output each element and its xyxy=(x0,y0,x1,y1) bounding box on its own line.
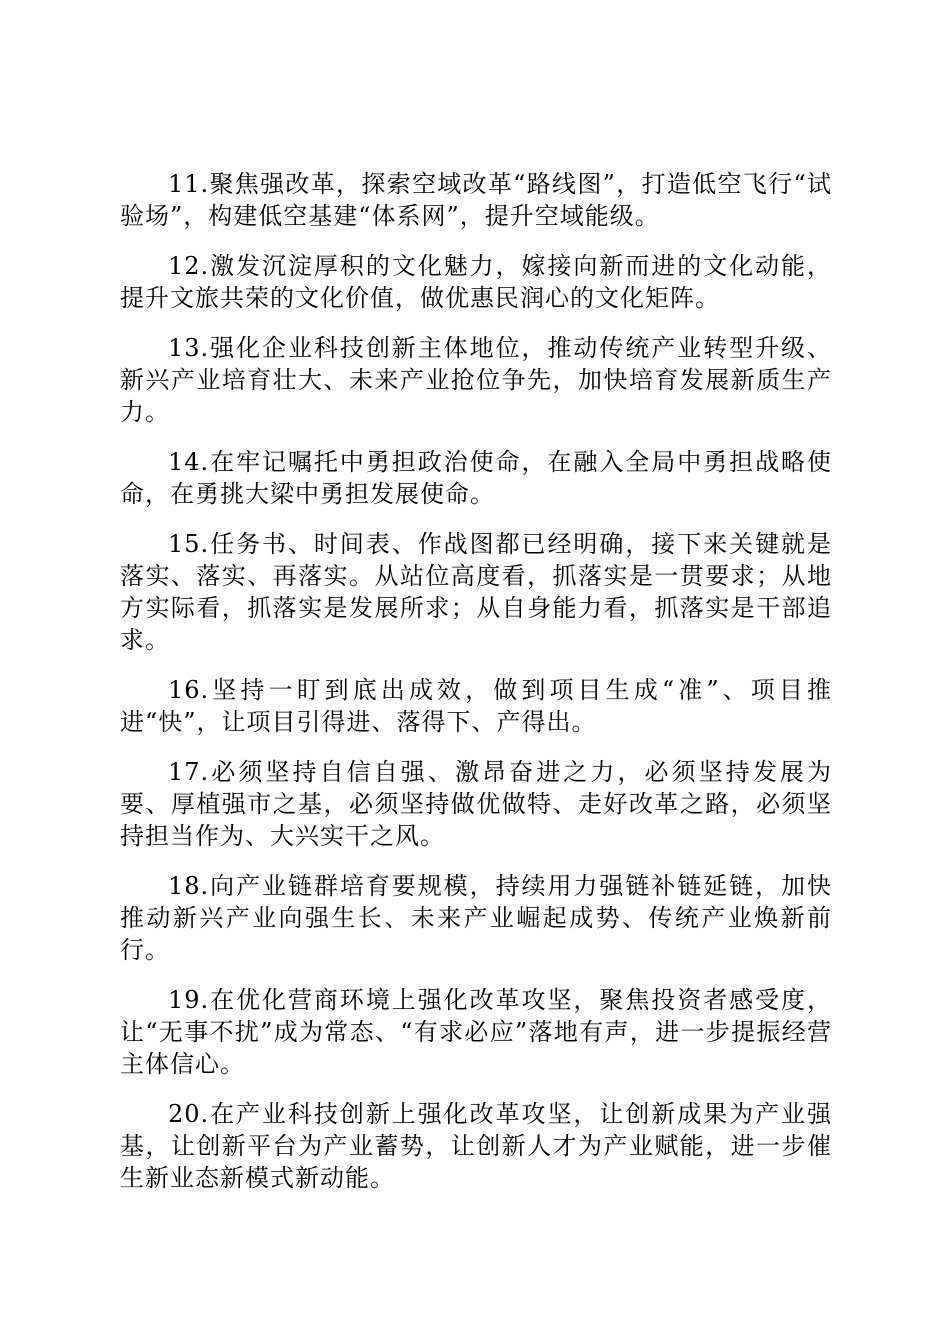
paragraph-11: 11.聚焦强改革，探索空域改革“路线图”，打造低空飞行“试验场”，构建低空基建“体系网”，提升空域能级。 xyxy=(120,170,832,230)
paragraph-16: 16.坚持一盯到底出成效，做到项目生成“准”、项目推进“快”，让项目引得进、落得下、产得出。 xyxy=(120,676,832,736)
paragraph-18: 18.向产业链群培育要规模，持续用力强链补链延链，加快推动新兴产业向强生长、未来产业崛起成势、传统产业焕新前行。 xyxy=(120,872,832,964)
document-body xyxy=(120,168,832,1212)
paragraph-20: 20.在产业科技创新上强化改革攻坚，让创新成果为产业强基，让创新平台为产业蓄势，让创新人才为产业赋能，进一步催生新业态新模式新动能。 xyxy=(120,1100,832,1192)
paragraph-19: 19.在优化营商环境上强化改革攻坚，聚焦投资者感受度，让“无事不扰”成为常态、“有求必应”落地有声，进一步提振经营主体信心。 xyxy=(120,986,832,1078)
paragraph-12: 12.激发沉淀厚积的文化魅力，嫁接向新而进的文化动能，提升文旅共荣的文化价值，做优惠民润心的文化矩阵。 xyxy=(120,252,832,312)
paragraph-14: 14.在牢记嘱托中勇担政治使命，在融入全局中勇担战略使命，在勇挑大梁中勇担发展使命。 xyxy=(120,448,832,508)
paragraph-15: 15.任务书、时间表、作战图都已经明确，接下来关键就是落实、落实、再落实。从站位高度看，抓落实是一贯要求；从地方实际看，抓落实是发展所求；从自身能力看，抓落实是干部追求。 xyxy=(120,530,832,654)
paragraph-17: 17.必须坚持自信自强、激昂奋进之力，必须坚持发展为要、厚植强市之基，必须坚持做优做特、走好改革之路，必须坚持担当作为、大兴实干之风。 xyxy=(120,758,832,850)
paragraph-13: 13.强化企业科技创新主体地位，推动传统产业转型升级、新兴产业培育壮大、未来产业抢位争先，加快培育发展新质生产力。 xyxy=(120,334,832,426)
